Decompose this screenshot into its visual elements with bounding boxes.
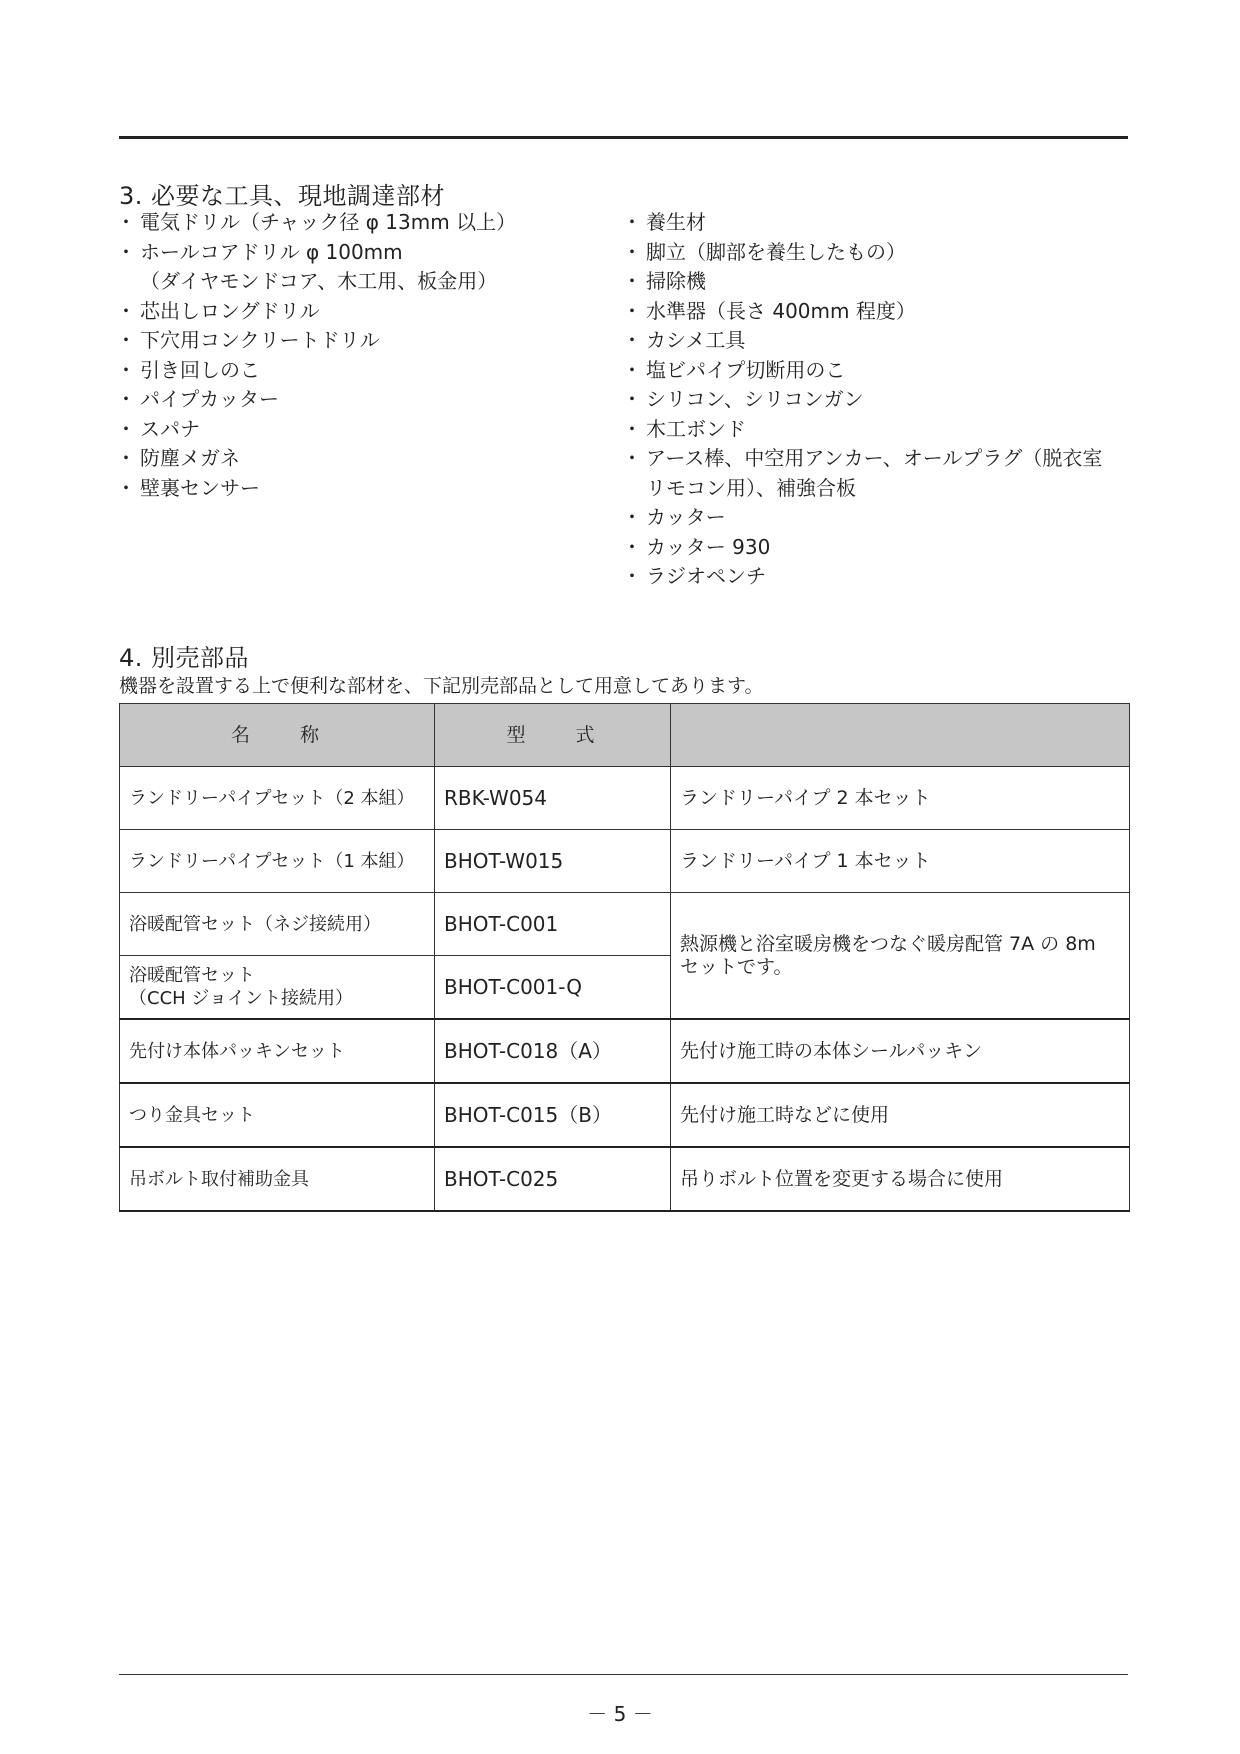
- cell-note: 吊りボルト位置を変更する場合に使用: [671, 1147, 1130, 1211]
- table-row: [120, 830, 1130, 893]
- list-item: ・ 掃除機: [628, 267, 1133, 297]
- list-item-text: （ダイヤモンドコア、木工用、板金用）: [140, 269, 498, 293]
- cell-model: BHOT-C001: [435, 893, 671, 956]
- tools-list-left: [122, 208, 622, 503]
- list-item: ・ 養生材: [628, 208, 1133, 238]
- cell-note: ランドリーパイプ 1 本セット: [671, 830, 1130, 893]
- cell-model: RBK-W054: [435, 767, 671, 830]
- list-item: ・ シリコン、シリコンガン: [628, 385, 1133, 415]
- list-item: ・ 下穴用コンクリートドリル: [122, 326, 622, 356]
- tools-list-right: [628, 208, 1133, 592]
- table-header-row: [120, 704, 1130, 767]
- list-item-continuation: [122, 267, 622, 297]
- list-item: ・ ラジオペンチ: [628, 562, 1133, 592]
- table-row: [120, 893, 1130, 956]
- list-item: ・ ホールコアドリル φ 100mm: [122, 238, 622, 268]
- cell-name: 先付け本体パッキンセット: [120, 1019, 435, 1083]
- cell-note: 先付け施工時などに使用: [671, 1083, 1130, 1147]
- cell-note: 熱源機と浴室暖房機をつなぐ暖房配管 7A の 8m セットです。: [671, 893, 1130, 1020]
- list-item: ・ 脚立（脚部を養生したもの）: [628, 238, 1133, 268]
- list-item-text: リモコン用）、補強合板: [646, 475, 856, 500]
- page-number: － 5 －: [587, 1702, 653, 1726]
- table-row: [120, 767, 1130, 830]
- cell-model: BHOT-C018（A）: [435, 1019, 671, 1083]
- section4-description: 機器を設置する上で便利な部材を、下記別売部品として用意してあります。: [119, 675, 764, 697]
- list-item-continuation: [628, 474, 1133, 504]
- list-item: ・ パイプカッター: [122, 385, 622, 415]
- list-item: ・ カッター: [628, 503, 1133, 533]
- cell-model: BHOT-C025: [435, 1147, 671, 1211]
- list-item: ・ 水準器（長さ 400mm 程度）: [628, 297, 1133, 327]
- table-row: [120, 1147, 1130, 1211]
- bottom-rule: [119, 1674, 1128, 1675]
- list-item: ・ 電気ドリル（チャック径 φ 13mm 以上）: [122, 208, 622, 238]
- cell-model: BHOT-C015（B）: [435, 1083, 671, 1147]
- cell-note: 先付け施工時の本体シールパッキン: [671, 1019, 1130, 1083]
- list-item: ・ 引き回しのこ: [122, 356, 622, 386]
- cell-name: 吊ボルト取付補助金具: [120, 1147, 435, 1211]
- optional-parts-table: [119, 703, 1130, 1212]
- list-item: ・ 防塵メガネ: [122, 444, 622, 474]
- list-item: ・ アース棒、中空用アンカー、オールプラグ（脱衣室: [628, 444, 1133, 474]
- cell-model: BHOT-C001-Q: [435, 956, 671, 1020]
- cell-name: つり金具セット: [120, 1083, 435, 1147]
- cell-name: 浴暖配管セット（ネジ接続用）: [120, 893, 435, 956]
- cell-name: ランドリーパイプセット（2 本組）: [120, 767, 435, 830]
- header-note: [671, 704, 1130, 767]
- list-item: ・ 壁裏センサー: [122, 474, 622, 504]
- cell-model: BHOT-W015: [435, 830, 671, 893]
- section4-title: 4. 別売部品: [119, 644, 250, 672]
- top-rule: [119, 136, 1128, 139]
- list-item: ・ カシメ工具: [628, 326, 1133, 356]
- cell-note: ランドリーパイプ 2 本セット: [671, 767, 1130, 830]
- table-row: [120, 1083, 1130, 1147]
- cell-name: [120, 956, 435, 1020]
- cell-name-line1: 浴暖配管セット: [129, 965, 255, 986]
- table-row: [120, 1019, 1130, 1083]
- header-name: 名 称: [120, 704, 435, 767]
- section3-title: 3. 必要な工具、現地調達部材: [119, 182, 446, 210]
- cell-name-line2: （CCH ジョイント接続用）: [129, 988, 354, 1009]
- list-item: ・ スパナ: [122, 415, 622, 445]
- header-model: 型 式: [435, 704, 671, 767]
- list-item: ・ 芯出しロングドリル: [122, 297, 622, 327]
- cell-name: ランドリーパイプセット（1 本組）: [120, 830, 435, 893]
- list-item: ・ カッター 930: [628, 533, 1133, 563]
- list-item: ・ 塩ビパイプ切断用のこ: [628, 356, 1133, 386]
- list-item: ・ 木工ボンド: [628, 415, 1133, 445]
